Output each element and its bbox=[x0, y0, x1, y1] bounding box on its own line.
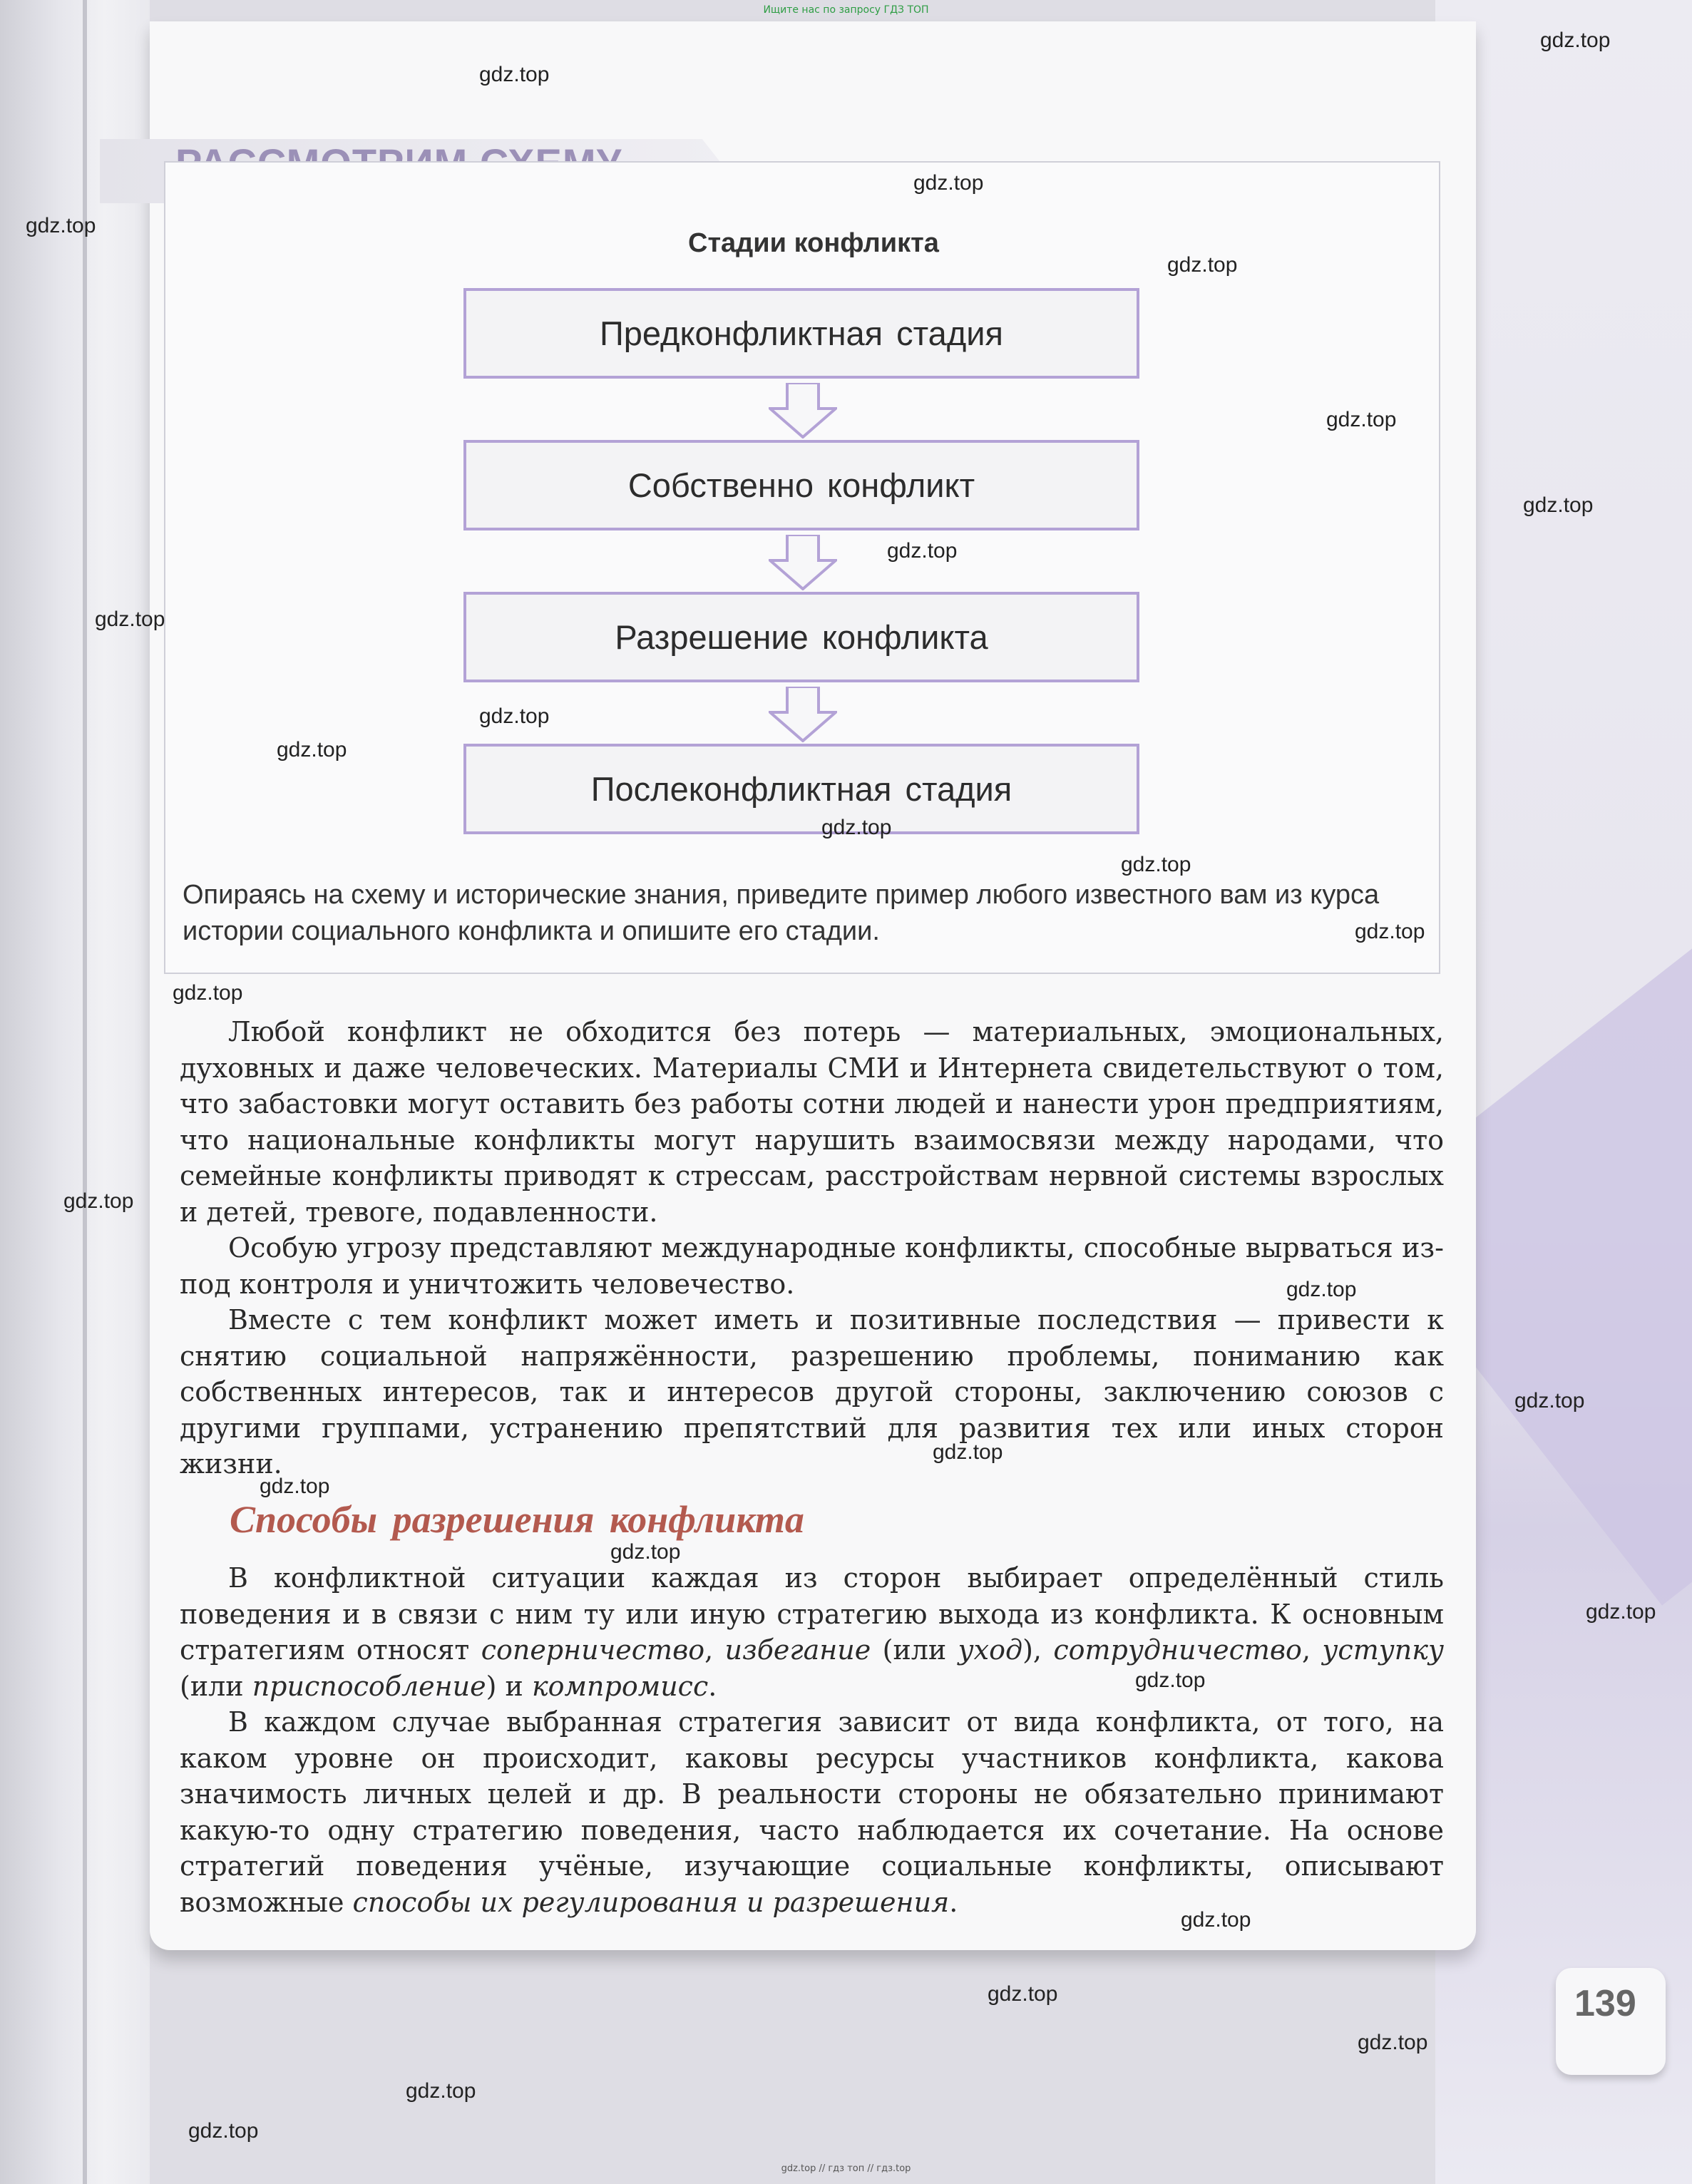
arrow-down-icon bbox=[769, 535, 837, 590]
watermark: gdz.top bbox=[173, 981, 243, 1005]
paragraph: В конфликтной ситуации каждая из сторон выбирает определённый стиль поведения и в связи с ним ту или иную стратегию выхода из конфликта. К основным стратегиям относят соперничество, избегание (или уход), сотрудничество, уступку (или приспособление) и компромисс. bbox=[180, 1562, 1445, 1702]
watermark: gdz.top bbox=[95, 607, 165, 631]
stage-box-postconflict: Послеконфликтная стадия bbox=[463, 744, 1139, 834]
watermark: gdz.top bbox=[887, 539, 958, 563]
watermark: gdz.top bbox=[1514, 1389, 1585, 1413]
strategies-text-block bbox=[180, 1560, 1444, 1920]
watermark: gdz.top bbox=[1286, 1278, 1357, 1301]
header-note: Ищите нас по запросу ГДЗ ТОП bbox=[763, 4, 929, 16]
watermark: gdz.top bbox=[610, 1540, 681, 1564]
arrow-down-icon bbox=[769, 687, 837, 742]
spine-line bbox=[83, 0, 87, 2184]
footer-note: gdz.top // гдз топ // гдз.top bbox=[781, 2163, 911, 2174]
watermark: gdz.top bbox=[1355, 920, 1425, 943]
watermark: gdz.top bbox=[913, 171, 984, 195]
watermark: gdz.top bbox=[277, 738, 347, 762]
watermark: gdz.top bbox=[1586, 1600, 1656, 1624]
scheme-title: Стадии конфликта bbox=[688, 228, 939, 258]
paragraph: Особую угрозу представляют международные конфликты, способные вырваться из-под контроля и уничтожить человечество. bbox=[180, 1232, 1444, 1300]
watermark: gdz.top bbox=[188, 2119, 259, 2143]
watermark: gdz.top bbox=[26, 214, 96, 237]
arrow-down-icon bbox=[769, 383, 837, 439]
watermark: gdz.top bbox=[1121, 853, 1191, 876]
page-binding bbox=[0, 0, 150, 2184]
section-subheading: Способы разрешения конфликта bbox=[230, 1498, 804, 1541]
watermark: gdz.top bbox=[933, 1440, 1003, 1464]
watermark: gdz.top bbox=[1167, 253, 1238, 277]
watermark: gdz.top bbox=[988, 1982, 1058, 2006]
main-text-block bbox=[180, 1014, 1444, 1482]
scheme-task-text: Опираясь на схему и исторические знания, приведите пример любого известного вам из курса истории социального конфликта и опишите его стадии. bbox=[183, 880, 1380, 946]
watermark: gdz.top bbox=[1135, 1668, 1206, 1692]
watermark: gdz.top bbox=[479, 704, 550, 728]
paragraph: В каждом случае выбранная стратегия зависит от вида конфликта, от того, на каком уровне он происходит, каковы ресурсы участников конфликта, какова значимость личных целей и др. В реальности стороны не обязательно принимают какую-то одну стратегию поведения, часто наблюдается их сочетание. На основе стратегий поведения учёные, изучающие социальные конфликты, описывают возможные способы их регулирования и разрешения. bbox=[180, 1706, 1444, 1918]
watermark: gdz.top bbox=[1540, 29, 1611, 52]
stage-box-resolution: Разрешение конфликта bbox=[463, 592, 1139, 682]
watermark: gdz.top bbox=[1181, 1908, 1251, 1932]
watermark: gdz.top bbox=[63, 1189, 134, 1213]
watermark: gdz.top bbox=[1358, 2031, 1428, 2054]
watermark: gdz.top bbox=[1326, 408, 1397, 431]
page-number: 139 bbox=[1574, 1983, 1636, 2024]
watermark: gdz.top bbox=[479, 63, 550, 86]
watermark: gdz.top bbox=[406, 2079, 476, 2103]
watermark: gdz.top bbox=[821, 816, 892, 839]
paragraph: Вместе с тем конфликт может иметь и позитивные последствия — привести к снятию социальной напряжённости, разрешению проблемы, пониманию как собственных интересов, так и интересов другой стороны, заключению союзов с другими группами, устранению препятствий для развития тех или иных сторон жизни. bbox=[180, 1304, 1444, 1480]
paragraph: Любой конфликт не обходится без потерь — материальных, эмоциональных, духовных и даже человеческих. Материалы СМИ и Интернета свидетельствуют о том, что забастовки могут оставить без работы сотни людей и нанести урон предприятиям, что национальные конфликты могут нарушить взаимосвязи между народами, что семейные конфликты приводят к стрессам, расстройствам нервной системы взрослых и детей, тревоге, подавленности. bbox=[180, 1016, 1444, 1228]
stage-box-preconflict: Предконфликтная стадия bbox=[463, 288, 1139, 379]
watermark: gdz.top bbox=[260, 1475, 330, 1498]
stage-box-conflict: Собственно конфликт bbox=[463, 440, 1139, 530]
watermark: gdz.top bbox=[1523, 493, 1594, 517]
